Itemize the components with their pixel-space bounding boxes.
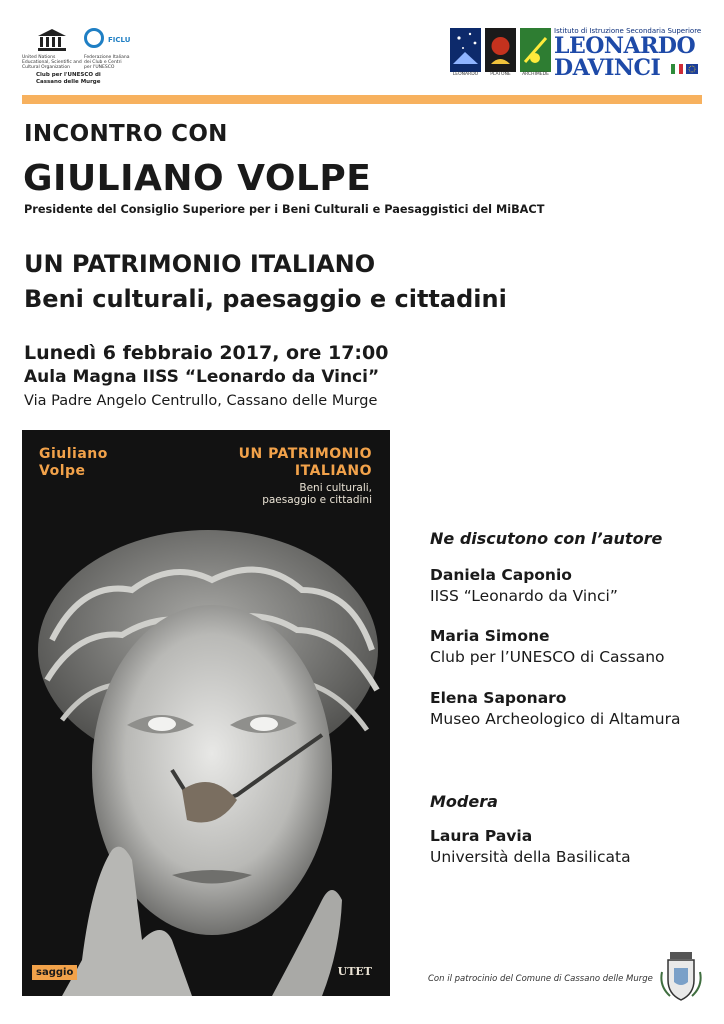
panelist-affiliation: Museo Archeologico di Altamura [430,710,681,728]
cover-series-badge: saggio [32,965,77,980]
panelist-name: Maria Simone [430,627,550,645]
italy-flag-icon [671,64,683,74]
panelist-affiliation: Club per l’UNESCO di Cassano [430,648,665,666]
moderator-name: Laura Pavia [430,827,533,845]
archimede-logo-icon [520,28,551,72]
leonardo-logo-caption: LEONARDO [452,72,479,77]
cover-author [39,446,108,480]
leonardo-logo-icon [450,28,481,72]
ficlu-label: FICLU [108,36,131,44]
accent-divider [22,95,702,104]
school-logo-group [450,28,702,82]
municipal-crest-icon [658,950,704,1002]
panelist-name: Daniela Caponio [430,566,572,584]
cover-subtitle-line2: paesaggio e cittadini [262,494,372,506]
book-subtitle: Beni culturali, paesaggio e cittadini [24,285,507,313]
cover-title-line1: UN PATRIMONIO [238,446,372,462]
cover-author-first: Giuliano [39,446,108,462]
moderator-affiliation: Università della Basilicata [430,848,631,866]
event-intro: INCONTRO CON [24,121,228,147]
school-name-line1: LEONARDO [554,33,696,59]
cover-title-line2: ITALIANO [294,463,372,479]
book-cover [22,430,390,996]
cover-subtitle-line1: Beni culturali, [299,482,372,494]
platone-logo-caption: PLATONE [490,72,511,77]
panel-heading: Ne discutono con l’autore [430,529,663,548]
unesco-club-logo [22,28,132,86]
school-institute-label: Istituto di Istruzione Secondaria Superiore [554,27,702,35]
club-label: Club per l'UNESCO di Cassano delle Murge [36,72,101,85]
cover-title [239,446,372,480]
event-venue: Aula Magna IISS “Leonardo da Vinci” [24,367,380,387]
school-name-line2: DAVINCI [554,55,661,81]
speaker-name: GIULIANO VOLPE [23,158,372,199]
ficlu-caption: Federazione Italiana dei Club e Centri per l'UNESCO [84,55,130,70]
ficlu-icon [84,28,104,48]
panelist-affiliation: IISS “Leonardo da Vinci” [430,587,618,605]
unesco-temple-icon [36,28,68,52]
book-title: UN PATRIMONIO ITALIANO [24,250,376,278]
platone-logo-icon [485,28,516,72]
eu-flag-icon [686,64,698,74]
panelist-name: Elena Saponaro [430,689,567,707]
cover-subtitle [262,482,372,506]
unesco-caption: United Nations Educational, Scientific and Cultural Organization [22,55,82,70]
archimede-logo-caption: ARCHIMEDE [522,72,549,77]
patronage-note: Con il patrocinio del Comune di Cassano delle Murge [428,974,653,984]
moderator-heading: Modera [430,792,498,811]
statue-face-image [22,520,390,996]
event-date-time: Lunedì 6 febbraio 2017, ore 17:00 [24,342,389,364]
speaker-role: Presidente del Consiglio Superiore per i Beni Culturali e Paesaggistici del MiBACT [24,203,545,216]
cover-author-last: Volpe [39,463,86,479]
cover-publisher: UTET [337,965,372,978]
event-address: Via Padre Angelo Centrullo, Cassano delle Murge [24,393,378,409]
